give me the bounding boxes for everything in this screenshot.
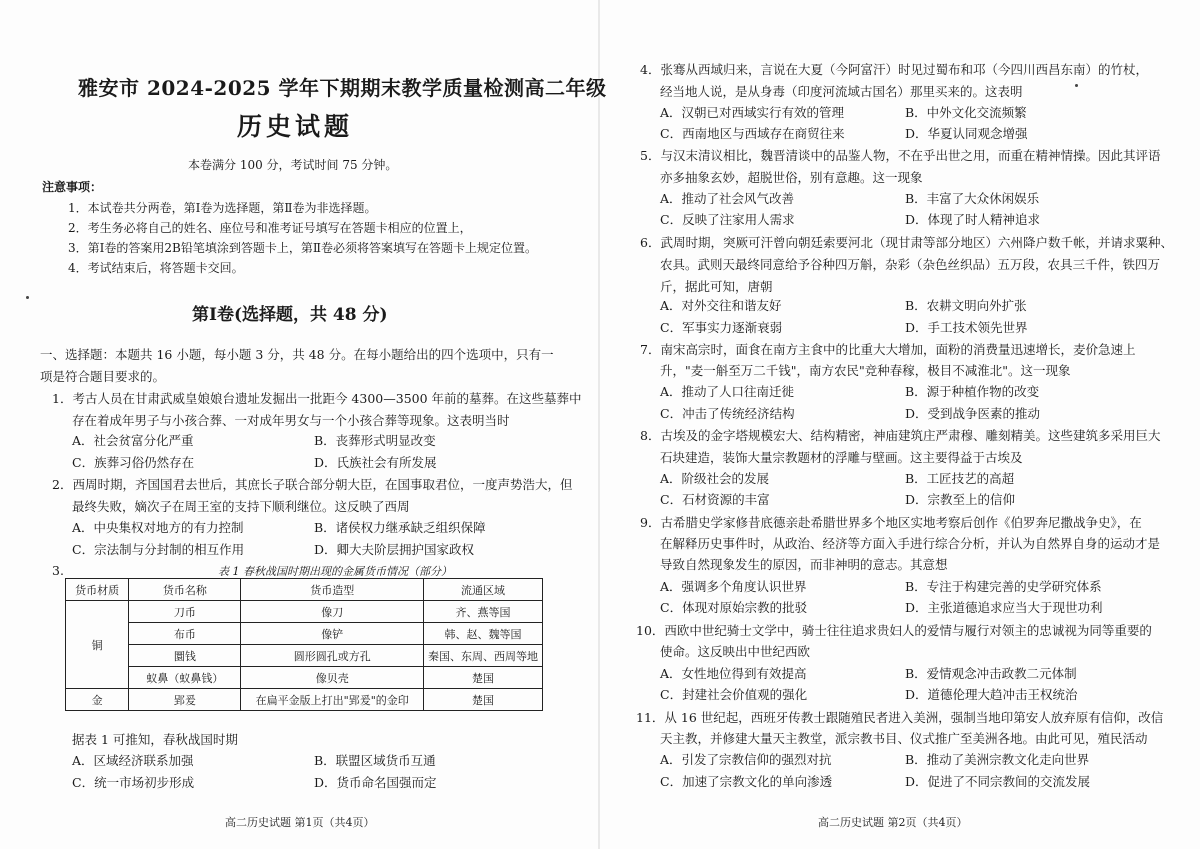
question-4-line: 经当地人说，是从身毒（印度河流域古国名）那里买来的。这表明 (660, 84, 1023, 99)
table-caption: 表 1 春秋战国时期出现的金属货币情况（部分） (218, 565, 452, 578)
question-2-option-a: A．中央集权对地方的有力控制 (72, 520, 244, 535)
question-10-option-d: D．道德伦理大趋冲击王权统治 (905, 687, 1078, 702)
instruction-line: 一、选择题：本题共 16 小题，每小题 3 分，共 48 分。在每小题给出的四个选项中，只有一 (40, 347, 554, 362)
question-4-option-b: B．中外文化交流频繁 (905, 105, 1027, 120)
question-11-line: 天主教，并修建大量天主教堂，派宗教书目、仪式推广至美洲各地。由此可见，殖民活动 (660, 731, 1148, 746)
scan-speck (1075, 84, 1078, 87)
notice-item: 1．本试卷共分两卷，第Ⅰ卷为选择题，第Ⅱ卷为非选择题。 (68, 201, 377, 215)
question-7-option-c: C．冲击了传统经济结构 (660, 406, 795, 421)
question-5-option-d: D．体现了时人精神追求 (905, 212, 1041, 227)
question-10-line: 10．西欧中世纪骑士文学中，骑士往往追求贵妇人的爱情与履行对领主的忠诚视为同等重要的 (636, 623, 1152, 638)
question-10-option-c: C．封建社会价值观的强化 (660, 687, 808, 702)
table-row (66, 689, 543, 711)
exam-title: 雅安市 2024-2025 学年下期期末教学质量检测高二年级 (78, 76, 607, 100)
question-7-option-d: D．受到战争医素的推动 (905, 406, 1041, 421)
question-2-option-d: D．卿大夫阶层拥护国家政权 (314, 542, 475, 557)
table-row (66, 667, 543, 689)
question-6-line: 斤，据此可知，唐朝 (660, 279, 773, 294)
notice-item: 2．考生务必将自己的姓名、座位号和准考证号填写在答题卡相应的位置上， (68, 221, 472, 235)
table-row (66, 601, 543, 623)
question-6-option-c: C．军事实力逐渐衰弱 (660, 320, 783, 335)
table-cell: 铜 (66, 601, 129, 689)
table-cell: 楚国 (424, 667, 543, 689)
question-7-option-a: A．推动了人口往南迁徙 (660, 384, 795, 399)
question-9-option-c: C．体现对原始宗教的批驳 (660, 600, 808, 615)
question-7-line: 升，"麦一斛至万二千钱"，南方农民"竞种春稼，极目不减淮北"。这一现象 (660, 363, 1071, 378)
question-1-option-b: B．丧葬形式明显改变 (314, 433, 436, 448)
currency-table (65, 578, 543, 711)
question-2-line: 最终失败，嫡次子在周王室的支持下顺利继位。这反映了西周 (72, 499, 410, 514)
question-6-option-b: B．农耕文明向外扩张 (905, 298, 1027, 313)
question-6-line: 6．武周时期，突厥可汗曾向朝廷索要河北（现甘肃等部分地区）六州降户数千帐，并请求粟种、 (640, 235, 1173, 250)
question-9-line: 9．古希腊史学家修昔底德亲赴希腊世界多个地区实地考察后创作《伯罗奔尼撒战争史》，在 (640, 515, 1142, 530)
question-4-option-d: D．华夏认同观念增强 (905, 126, 1028, 141)
question-3-stem: 据表 1 可推知，春秋战国时期 (72, 732, 238, 747)
question-8-option-c: C．石材资源的丰富 (660, 492, 770, 507)
question-2-line: 2．西周时期，齐国国君去世后，其庶长子联合部分朝大臣，在国事取君位，一度声势浩大，但 (52, 477, 573, 492)
question-1-line: 存在着成年男子与小孩合葬、一对成年男女与一个小孩合葬等现象。这表明当时 (72, 413, 510, 428)
question-10-option-a: A．女性地位得到有效提高 (660, 666, 807, 681)
question-1-option-d: D．氏族社会有所发展 (314, 455, 437, 470)
question-1-line: 1．考古人员在甘肃武威皇娘娘台遗址发掘出一批距今 4300—3500 年前的墓葬。在这些墓葬中 (52, 391, 582, 406)
question-8-line: 8．古埃及的金字塔规模宏大、结构精密，神庙建筑庄严肃穆、雕刻精美。这些建筑多采用巨大 (640, 428, 1161, 443)
table-cell: 像铲 (241, 623, 424, 645)
question-6-option-a: A．对外交往和谐友好 (660, 298, 782, 313)
question-7-line: 7．南宋高宗时，面食在南方主食中的比重大大增加，面粉的消费量迅速增长，麦价急速上 (640, 342, 1136, 357)
question-5-option-c: C．反映了注家用人需求 (660, 212, 795, 227)
question-8-line: 石块建造，装饰大量宗教题材的浮雕与壁画。这主要得益于古埃及 (660, 450, 1023, 465)
score-info: 本卷满分 100 分，考试时间 75 分钟。 (188, 158, 398, 172)
table-cell: 金 (66, 689, 129, 711)
question-3-option-a: A．区域经济联系加强 (72, 753, 194, 768)
question-11-option-c: C．加速了宗教文化的单向渗透 (660, 774, 833, 789)
table-cell: 蚁鼻（蚁鼻钱） (129, 667, 241, 689)
question-7-option-b: B．源于种植作物的改变 (905, 384, 1040, 399)
question-2-option-c: C．宗法制与分封制的相互作用 (72, 542, 245, 557)
question-10-line: 使命。这反映出中世纪西欧 (660, 644, 811, 659)
question-6-option-d: D．手工技术领先世界 (905, 320, 1028, 335)
exam-subtitle: 历史试题 (237, 112, 354, 141)
table-cell: 像贝壳 (241, 667, 424, 689)
table-cell: 齐、燕等国 (424, 601, 543, 623)
question-9-option-a: A．强调多个角度认识世界 (660, 579, 807, 594)
question-3-option-c: C．统一市场初步形成 (72, 775, 195, 790)
right-page (600, 0, 1200, 849)
question-9-option-d: D．主张道德追求应当大于现世功利 (905, 600, 1103, 615)
question-11-option-a: A．引发了宗教信仰的强烈对抗 (660, 752, 832, 767)
table-cell: 在扁平金版上打出"郢爰"的金印 (241, 689, 424, 711)
scan-speck (26, 296, 29, 299)
question-5-option-b: B．丰富了大众休闲娱乐 (905, 191, 1040, 206)
table-cell: 郢爰 (129, 689, 241, 711)
question-10-option-b: B．爱情观念冲击政教二元体制 (905, 666, 1077, 681)
question-9-line: 导致自然现象发生的原因，而非神明的意志。其意想 (660, 557, 948, 572)
question-8-option-b: B．工匠技艺的高超 (905, 471, 1015, 486)
table-cell: 圜钱 (129, 645, 241, 667)
table-header-cell: 货币材质 (66, 579, 129, 601)
question-3-option-d: D．货币命名国强而定 (314, 775, 437, 790)
table-header-cell: 货币造型 (241, 579, 424, 601)
table-row (66, 623, 543, 645)
table-header-cell: 流通区域 (424, 579, 543, 601)
table-cell: 韩、赵、魏等国 (424, 623, 543, 645)
instruction-line: 项是符合题目要求的。 (40, 369, 166, 384)
question-9-line: 在解释历史事件时，从政治、经济等方面入手进行综合分析，并认为自然界自身的运动才是 (660, 536, 1161, 551)
notice-heading: 注意事项： (42, 180, 103, 194)
question-11-line: 11．从 16 世纪起，西班牙传教士跟随殖民者进入美洲，强制当地印第安人放弃原有信仰，改信 (636, 710, 1164, 725)
table-cell: 楚国 (424, 689, 543, 711)
question-4-option-a: A．汉朝已对西域实行有效的管理 (660, 105, 845, 120)
question-8-option-a: A．阶级社会的发展 (660, 471, 770, 486)
question-11-option-d: D．促进了不同宗教间的交流发展 (905, 774, 1091, 789)
table-cell: 刀币 (129, 601, 241, 623)
question-2-option-b: B．诸侯权力继承缺乏组织保障 (314, 520, 486, 535)
table-cell: 布币 (129, 623, 241, 645)
page-footer: 高二历史试题 第1页（共4页） (225, 816, 375, 829)
question-1-option-a: A．社会贫富分化严重 (72, 433, 194, 448)
question-5-option-a: A．推动了社会风气改善 (660, 191, 795, 206)
notice-item: 4．考试结束后，将答题卡交回。 (68, 261, 244, 275)
table-header-row (66, 579, 543, 601)
question-5-line: 5．与汉末清议相比，魏晋清谈中的品鉴人物，不在乎出世之用，而重在精神情操。因此其评语 (640, 148, 1161, 163)
question-9-option-b: B．专注于构建完善的史学研究体系 (905, 579, 1102, 594)
table-cell: 秦国、东周、西周等地 (424, 645, 543, 667)
question-1-option-c: C．族葬习俗仍然存在 (72, 455, 195, 470)
question-11-option-b: B．推动了美洲宗教文化走向世界 (905, 752, 1090, 767)
table-cell: 圆形圆孔或方孔 (241, 645, 424, 667)
question-4-option-c: C．西南地区与西域存在商贸往来 (660, 126, 845, 141)
question-8-option-d: D．宗教至上的信仰 (905, 492, 1016, 507)
question-5-line: 亦多抽象玄妙，超脱世俗，别有意趣。这一现象 (660, 170, 923, 185)
page-footer: 高二历史试题 第2页（共4页） (818, 816, 968, 829)
question-3-number: 3. (52, 563, 64, 578)
section-title: 第Ⅰ卷(选择题，共 48 分) (192, 305, 388, 325)
question-3-option-b: B．联盟区域货币互通 (314, 753, 436, 768)
table-row (66, 645, 543, 667)
notice-item: 3．第Ⅰ卷的答案用2B铅笔填涂到答题卡上，第Ⅱ卷必须将答案填写在答题卡上规定位置。 (68, 241, 537, 255)
table-header-cell: 货币名称 (129, 579, 241, 601)
question-6-line: 农具。武则天最终同意给予谷种四万斛，杂彩（杂色丝织品）五万段，农具三千件，铁四万 (660, 257, 1161, 272)
table-cell: 像刀 (241, 601, 424, 623)
question-4-line: 4．张骞从西域归来，言说在大夏（今阿富汗）时见过蜀布和邛（今四川西昌东南）的竹杖， (640, 62, 1148, 77)
